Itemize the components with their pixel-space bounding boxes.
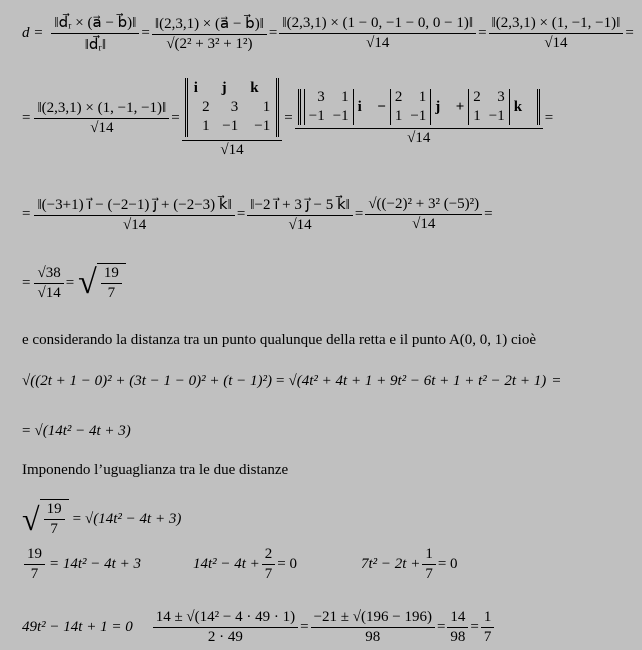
det-cell: 1 xyxy=(394,108,403,124)
paragraph-2: Imponendo l’uguaglianza tra le due distanze xyxy=(22,461,289,478)
fraction-num: 1 xyxy=(481,609,495,628)
fraction-num: 19 xyxy=(24,546,45,565)
fraction-1 xyxy=(34,195,234,234)
fraction-2 xyxy=(311,609,435,646)
fraction-determinants xyxy=(295,89,543,147)
fraction-3 xyxy=(279,15,476,52)
determinant-3 xyxy=(468,89,509,125)
fraction-1-7 xyxy=(481,609,495,646)
fraction-19-7 xyxy=(24,546,45,583)
equation-line-4 xyxy=(22,258,126,308)
fraction-num: ‖(2,3,1) × (1, −1, −1)‖ xyxy=(489,15,624,34)
det-cell: −1 xyxy=(308,108,325,124)
fraction-den: √14 xyxy=(544,34,568,51)
fraction-num: 19 xyxy=(44,501,65,520)
equation-line-6 xyxy=(22,418,131,444)
fraction-4 xyxy=(489,15,624,52)
equals-sign: = xyxy=(470,618,479,635)
matrix-cell: k⃗ xyxy=(250,79,271,96)
determinant-2 xyxy=(390,89,431,125)
matrix-cell: 1 xyxy=(202,117,210,134)
equation-line-3 xyxy=(22,186,493,242)
equals-sign: = xyxy=(268,24,278,41)
unit-k: k⃗ xyxy=(513,98,534,115)
fraction-den: √14 xyxy=(220,141,244,158)
fraction-den: 7 xyxy=(264,565,273,582)
fraction-num: ‖(−3+1) i⃗ − (−2−1) j⃗ + (−2−3) k⃗‖ xyxy=(34,195,234,216)
fraction-num: 14 ± √(14² − 4 · 49 · 1) xyxy=(153,609,298,628)
fraction-den: √14 xyxy=(366,34,390,51)
fraction-num: 1 xyxy=(422,546,436,565)
radical-expr-rhs: √(4t² + 4t + 1 + 9t² − 6t + 1 + t² − 2t + 1) xyxy=(288,372,547,389)
fraction-1 xyxy=(34,100,169,137)
equation-line-7 xyxy=(22,496,181,542)
equals-sign: = xyxy=(300,618,309,635)
det-cell: 1 xyxy=(418,89,427,105)
equals-sign: = xyxy=(22,274,31,291)
matrix-norm xyxy=(182,78,283,141)
det-cell: 1 xyxy=(473,108,481,124)
fraction-den: ‖d⃗ᵣ‖ xyxy=(84,36,107,53)
fraction-num: ‖−2 i⃗ + 3 j⃗ − 5 k⃗‖ xyxy=(247,195,353,216)
radical-body xyxy=(40,499,69,539)
fraction-den: √14 xyxy=(123,216,147,233)
fraction-quadratic-formula xyxy=(153,609,298,646)
equation-a: = 14t² − 4t + 3 xyxy=(49,555,141,572)
fraction-den: 7 xyxy=(425,565,433,582)
equation-line-9 xyxy=(22,606,496,648)
fraction-num: √38 xyxy=(34,265,63,284)
fraction-19-7 xyxy=(101,265,122,302)
quadratic-equation: 49t² − 14t + 1 = 0 xyxy=(22,618,133,635)
equals-sign: = xyxy=(72,510,82,527)
equation-line-5 xyxy=(22,364,561,398)
radical-body xyxy=(97,263,126,303)
fraction-1 xyxy=(51,13,139,54)
fraction-2 xyxy=(152,14,267,53)
fraction-num: √((−2)² + 3² (−5)²) xyxy=(365,196,482,215)
equals-sign: = xyxy=(625,24,634,41)
fraction-den: 7 xyxy=(107,285,116,301)
sqrt-fraction xyxy=(78,263,126,303)
fraction-num: ‖d⃗ᵣ × (a⃗ − b⃗)‖ xyxy=(51,13,139,34)
fraction-den: 2 · 49 xyxy=(207,628,243,645)
equation-line-1 xyxy=(22,6,634,60)
radical-icon: √ xyxy=(22,501,40,537)
matrix-cell: 2 xyxy=(202,98,210,115)
det-cell: 1 xyxy=(341,89,349,105)
sqrt-fraction xyxy=(22,499,69,539)
radical-expr: √(14t² − 4t + 3) xyxy=(85,510,182,527)
fraction-14-98 xyxy=(447,609,468,646)
fraction-den: √(2² + 3² + 1²) xyxy=(166,35,253,52)
det-cell: 3 xyxy=(317,89,325,105)
radical-expr: √(14t² − 4t + 3) xyxy=(34,422,131,439)
matrix-cell: j⃗ xyxy=(221,79,239,96)
fraction-num: 2 xyxy=(262,546,276,565)
equals-sign: = xyxy=(22,205,31,222)
fraction-matrix xyxy=(182,78,283,159)
fraction-den: √14 xyxy=(412,215,436,232)
fraction-den: 98 xyxy=(450,628,466,645)
fraction-den: √14 xyxy=(407,130,431,146)
fraction-1-7 xyxy=(422,546,436,583)
fraction-den: 7 xyxy=(30,565,39,582)
fraction-19-7 xyxy=(44,501,65,538)
equals-sign: = xyxy=(276,372,285,389)
fraction-den: √14 xyxy=(37,284,61,301)
d-label: d = xyxy=(22,24,44,41)
equals-sign: = xyxy=(22,109,31,126)
unit-i: i⃗ − xyxy=(357,98,386,115)
matrix-cell: −1 xyxy=(254,117,271,134)
equals-sign: = xyxy=(354,205,364,222)
equation-c-right: = 0 xyxy=(437,555,458,572)
equals-sign: = xyxy=(284,109,293,126)
equals-sign: = xyxy=(22,422,31,439)
fraction-den: 7 xyxy=(483,628,492,645)
fraction-den: 98 xyxy=(365,628,381,645)
equals-sign: = xyxy=(484,205,493,222)
fraction-2-7 xyxy=(262,546,276,583)
equation-line-8 xyxy=(22,544,458,584)
det-cell: 2 xyxy=(394,89,403,105)
fraction-num: ‖(2,3,1) × (1 − 0, −1 − 0, 0 − 1)‖ xyxy=(279,15,476,34)
norm-bars xyxy=(298,89,540,125)
equals-sign: = xyxy=(436,618,446,635)
fraction-1 xyxy=(34,265,63,302)
fraction-den: √14 xyxy=(288,216,312,233)
fraction-num: 19 xyxy=(101,265,122,284)
fraction-num: ‖(2,3,1) × (1, −1, −1)‖ xyxy=(34,100,169,119)
equals-sign: = xyxy=(478,24,487,41)
paragraph-1: e considerando la distanza tra un punto qualunque della retta e il punto A(0, 0, 1) cioè xyxy=(22,331,537,348)
equals-sign: = xyxy=(65,274,75,291)
determinant-1 xyxy=(304,89,354,125)
equation-b-left: 14t² − 4t + xyxy=(192,555,260,572)
cross-product-matrix xyxy=(185,78,280,137)
det-cell: −1 xyxy=(332,108,349,124)
fraction-num: 14 xyxy=(447,609,468,628)
determinant-expansion xyxy=(295,89,543,129)
equals-sign: = xyxy=(171,109,180,126)
fraction-3 xyxy=(365,196,482,233)
radical-expr-lhs: √((2t + 1 − 0)² + (3t − 1 − 0)² + (t − 1)²) xyxy=(22,372,273,389)
equation-b-right: = 0 xyxy=(277,555,297,572)
radical-icon: √ xyxy=(78,264,97,301)
equation-line-2 xyxy=(22,66,553,170)
equals-sign: = xyxy=(236,205,246,222)
equals-sign: = xyxy=(141,24,150,41)
fraction-den: 7 xyxy=(50,521,58,537)
fraction-2 xyxy=(247,195,353,234)
fraction-num: ‖(2,3,1) × (a⃗ − b⃗)‖ xyxy=(152,14,267,35)
equals-sign: = xyxy=(552,372,561,389)
det-cell: 3 xyxy=(497,89,505,105)
det-cell: −1 xyxy=(410,108,427,124)
fraction-den: √14 xyxy=(90,119,114,136)
det-cell: −1 xyxy=(488,108,505,124)
matrix-cell: −1 xyxy=(222,117,239,134)
fraction-num: −21 ± √(196 − 196) xyxy=(311,609,435,628)
equation-c-left: 7t² − 2t + xyxy=(361,555,421,572)
matrix-cell: i⃗ xyxy=(193,79,210,96)
det-cell: 2 xyxy=(473,89,481,105)
equals-sign: = xyxy=(544,109,554,126)
unit-j: j⃗ + xyxy=(435,98,465,115)
matrix-cell: 1 xyxy=(262,98,271,115)
matrix-cell: 3 xyxy=(230,98,239,115)
